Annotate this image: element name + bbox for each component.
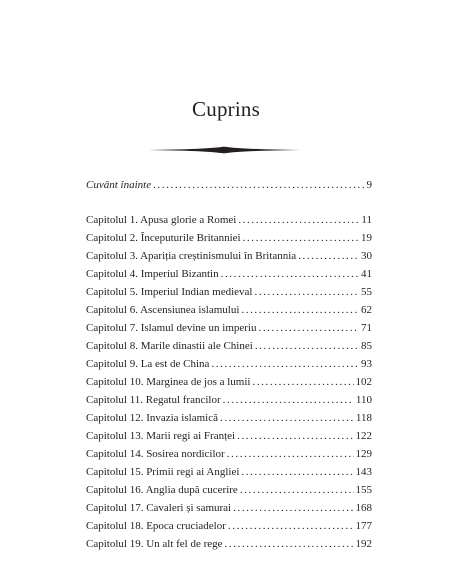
dot-leader (221, 265, 359, 283)
dot-leader (238, 211, 359, 229)
toc-entry-chapter-19[interactable] (86, 535, 372, 553)
toc-entry-chapter-8[interactable] (86, 337, 372, 355)
toc-entry-chapter-14[interactable] (86, 445, 372, 463)
toc-entry-label: Capitolul 6. Ascensiunea islamului (86, 304, 240, 316)
toc-entry-chapter-3[interactable] (86, 247, 372, 265)
toc-entry-page: 118 (355, 412, 372, 424)
toc-entry-label: Cuvânt înainte (86, 179, 152, 191)
toc-entry-label: Capitolul 17. Cavaleri și samurai (86, 502, 232, 514)
toc-entry-chapter-7[interactable] (86, 319, 372, 337)
ornamental-divider (148, 143, 300, 157)
dot-leader (298, 247, 359, 265)
toc-entry-chapter-10[interactable] (86, 373, 372, 391)
dot-leader (233, 499, 353, 517)
toc-entry-label: Capitolul 13. Marii regi ai Franței (86, 430, 236, 442)
toc-entry-label: Capitolul 18. Epoca cruciadelor (86, 520, 226, 532)
toc-entry-page: 93 (361, 358, 372, 370)
toc-entry-label: Capitolul 9. La est de China (86, 358, 210, 370)
toc-entry-chapter-13[interactable] (86, 427, 372, 445)
toc-entry-chapter-6[interactable] (86, 301, 372, 319)
toc-entry-page: 192 (355, 538, 372, 550)
toc-entry-label: Capitolul 11. Regatul francilor (86, 394, 221, 406)
toc-entry-chapter-17[interactable] (86, 499, 372, 517)
toc-entry-foreword[interactable] (86, 176, 372, 194)
dot-leader (240, 481, 354, 499)
toc-entry-label: Capitolul 3. Apariția creștinismului în Britannia (86, 250, 297, 262)
toc-entry-label: Capitolul 16. Anglia după cucerire (86, 484, 238, 496)
toc-entry-page: 11 (361, 214, 372, 226)
toc-entry-label: Capitolul 15. Primii regi ai Angliei (86, 466, 240, 478)
toc-entry-label: Capitolul 7. Islamul devine un imperiu (86, 322, 257, 334)
toc-entry-page: 155 (355, 484, 372, 496)
toc-entry-label: Capitolul 2. Începuturile Britanniei (86, 232, 241, 244)
toc-entry-page: 19 (361, 232, 372, 244)
dot-leader (153, 176, 364, 194)
dot-leader (243, 229, 359, 247)
toc-entry-chapter-15[interactable] (86, 463, 372, 481)
toc-entry-chapter-11[interactable] (86, 391, 372, 409)
toc-entry-label: Capitolul 10. Marginea de jos a lumii (86, 376, 251, 388)
toc-entry-chapter-9[interactable] (86, 355, 372, 373)
toc-entry-chapter-12[interactable] (86, 409, 372, 427)
dot-leader (211, 355, 359, 373)
toc-entry-page: 177 (355, 520, 372, 532)
dot-leader (237, 427, 353, 445)
toc-entry-page: 143 (355, 466, 372, 478)
toc-entry-page: 55 (361, 286, 372, 298)
table-of-contents (86, 176, 372, 553)
toc-entry-page: 62 (361, 304, 372, 316)
dot-leader (220, 409, 354, 427)
toc-entry-chapter-16[interactable] (86, 481, 372, 499)
dot-leader (255, 337, 359, 355)
dot-leader (227, 445, 354, 463)
toc-entry-label: Capitolul 12. Invazia islamică (86, 412, 218, 424)
dot-leader (241, 463, 353, 481)
toc-entry-page: 110 (355, 394, 372, 406)
toc-entry-chapter-1[interactable] (86, 211, 372, 229)
toc-entry-label: Capitolul 4. Imperiul Bizantin (86, 268, 219, 280)
dot-leader (252, 373, 353, 391)
toc-entry-page: 85 (361, 340, 372, 352)
toc-entry-page: 122 (355, 430, 372, 442)
toc-entry-chapter-2[interactable] (86, 229, 372, 247)
toc-entry-page: 9 (366, 179, 372, 191)
toc-entry-page: 102 (355, 376, 372, 388)
toc-entry-label: Capitolul 14. Sosirea nordicilor (86, 448, 225, 460)
dot-leader (223, 391, 354, 409)
dot-leader (255, 283, 360, 301)
page-title: Cuprins (192, 97, 260, 121)
toc-entry-page: 41 (361, 268, 372, 280)
dot-leader (225, 535, 354, 553)
toc-entry-chapter-4[interactable] (86, 265, 372, 283)
toc-entry-page: 30 (361, 250, 372, 262)
toc-entry-page: 129 (355, 448, 372, 460)
toc-entry-page: 71 (361, 322, 372, 334)
dot-leader (228, 517, 354, 535)
toc-entry-label: Capitolul 5. Imperiul Indian medieval (86, 286, 253, 298)
toc-entry-label: Capitolul 1. Apusa glorie a Romei (86, 214, 237, 226)
toc-entry-page: 168 (355, 502, 372, 514)
toc-entry-label: Capitolul 8. Marile dinastii ale Chinei (86, 340, 253, 352)
dot-leader (241, 301, 359, 319)
toc-entry-label: Capitolul 19. Un alt fel de rege (86, 538, 223, 550)
dot-leader (258, 319, 359, 337)
toc-entry-chapter-5[interactable] (86, 283, 372, 301)
toc-entry-chapter-18[interactable] (86, 517, 372, 535)
chapter-list (86, 211, 372, 553)
